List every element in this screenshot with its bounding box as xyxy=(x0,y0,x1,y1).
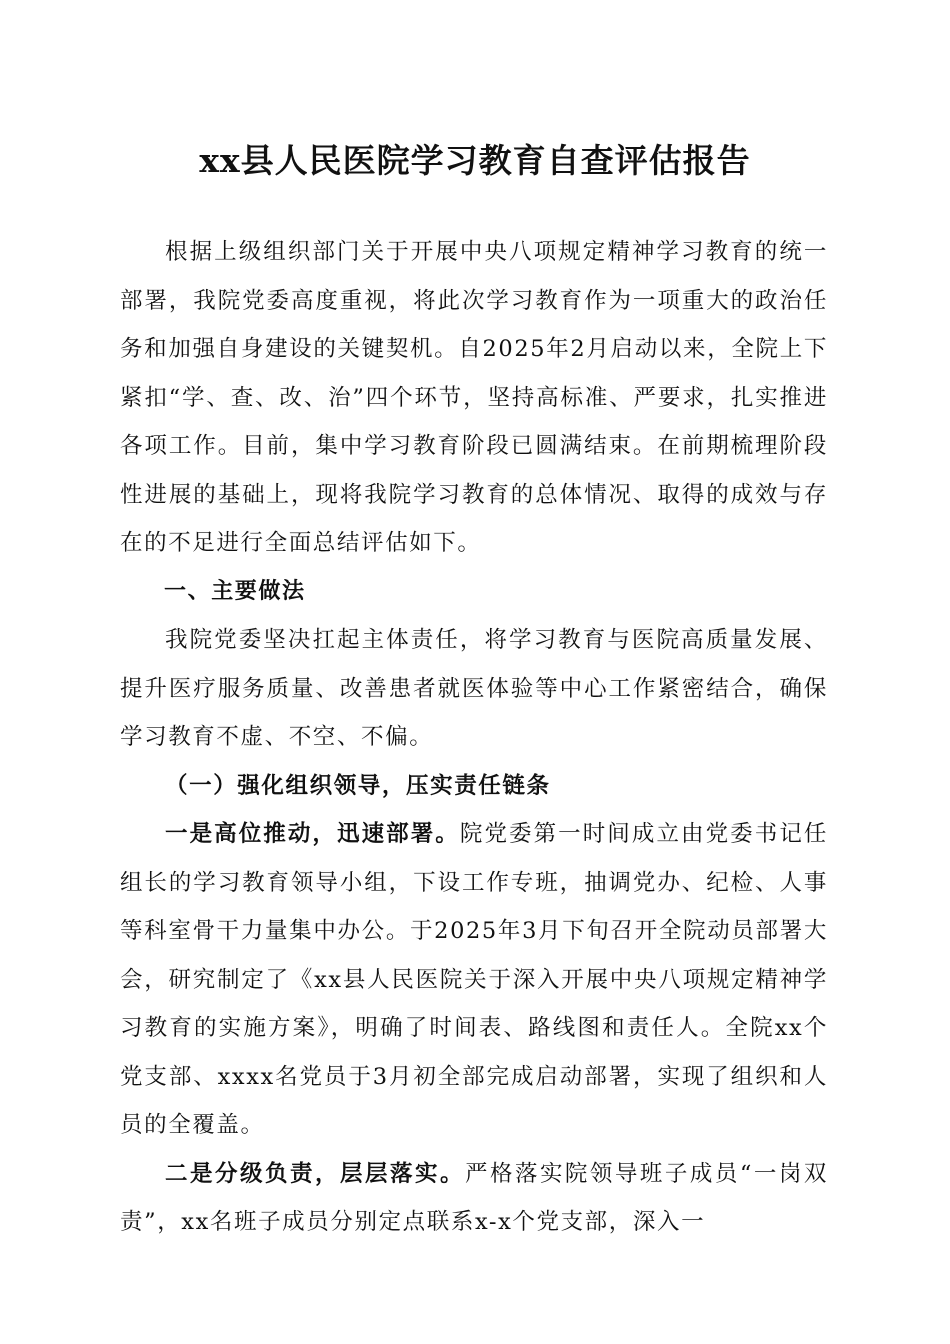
item-1-lead: 一是高位推动，迅速部署。 xyxy=(165,821,460,847)
item-1-text: 院党委第一时间成立由党委书记任组长的学习教育领导小组，下设工作专班，抽调党办、纪检、人事等科室骨干力量集中办公。于2025年3月下旬召开全院动员部署大会，研究制定了《xx县人民医院关于深入开展中央八项规定精神学习教育的实施方案》，明确了时间表、路线图和责任人。全院xx个党支部、xxxx名党员于3月初全部完成启动部署，实现了组织和人员的全覆盖。 xyxy=(120,821,828,1138)
document-body xyxy=(120,228,828,1247)
subsection-heading-organization: （一）强化组织领导，压实责任链条 xyxy=(165,772,551,799)
item-paragraph-2 xyxy=(120,1150,828,1247)
item-2-text: 严格落实院领导班子成员“一岗双责”，xx名班子成员分别定点联系x-x个党支部，深入一 xyxy=(120,1160,828,1235)
item-2-lead: 二是分级负责，层层落实。 xyxy=(165,1160,465,1187)
section-intro-paragraph: 我院党委坚决扛起主体责任，将学习教育与医院高质量发展、提升医疗服务质量、改善患者就医体验等中心工作紧密结合，确保学习教育不虚、不空、不偏。 xyxy=(120,627,828,750)
intro-paragraph: 根据上级组织部门关于开展中央八项规定精神学习教育的统一部署，我院党委高度重视，将此次学习教育作为一项重大的政治任务和加强自身建设的关键契机。自2025年2月启动以来，全院上下紧扣“学、查、改、治”四个环节，坚持高标准、严要求，扎实推进各项工作。目前，集中学习教育阶段已圆满结束。在前期梳理阶段性进展的基础上，现将我院学习教育的总体情况、取得的成效与存在的不足进行全面总结评估如下。 xyxy=(120,239,828,556)
section-heading-main-practices: 一、主要做法 xyxy=(164,578,306,604)
document-title: xx县人民医院学习教育自查评估报告 xyxy=(199,141,751,180)
item-paragraph-1 xyxy=(120,810,828,1150)
